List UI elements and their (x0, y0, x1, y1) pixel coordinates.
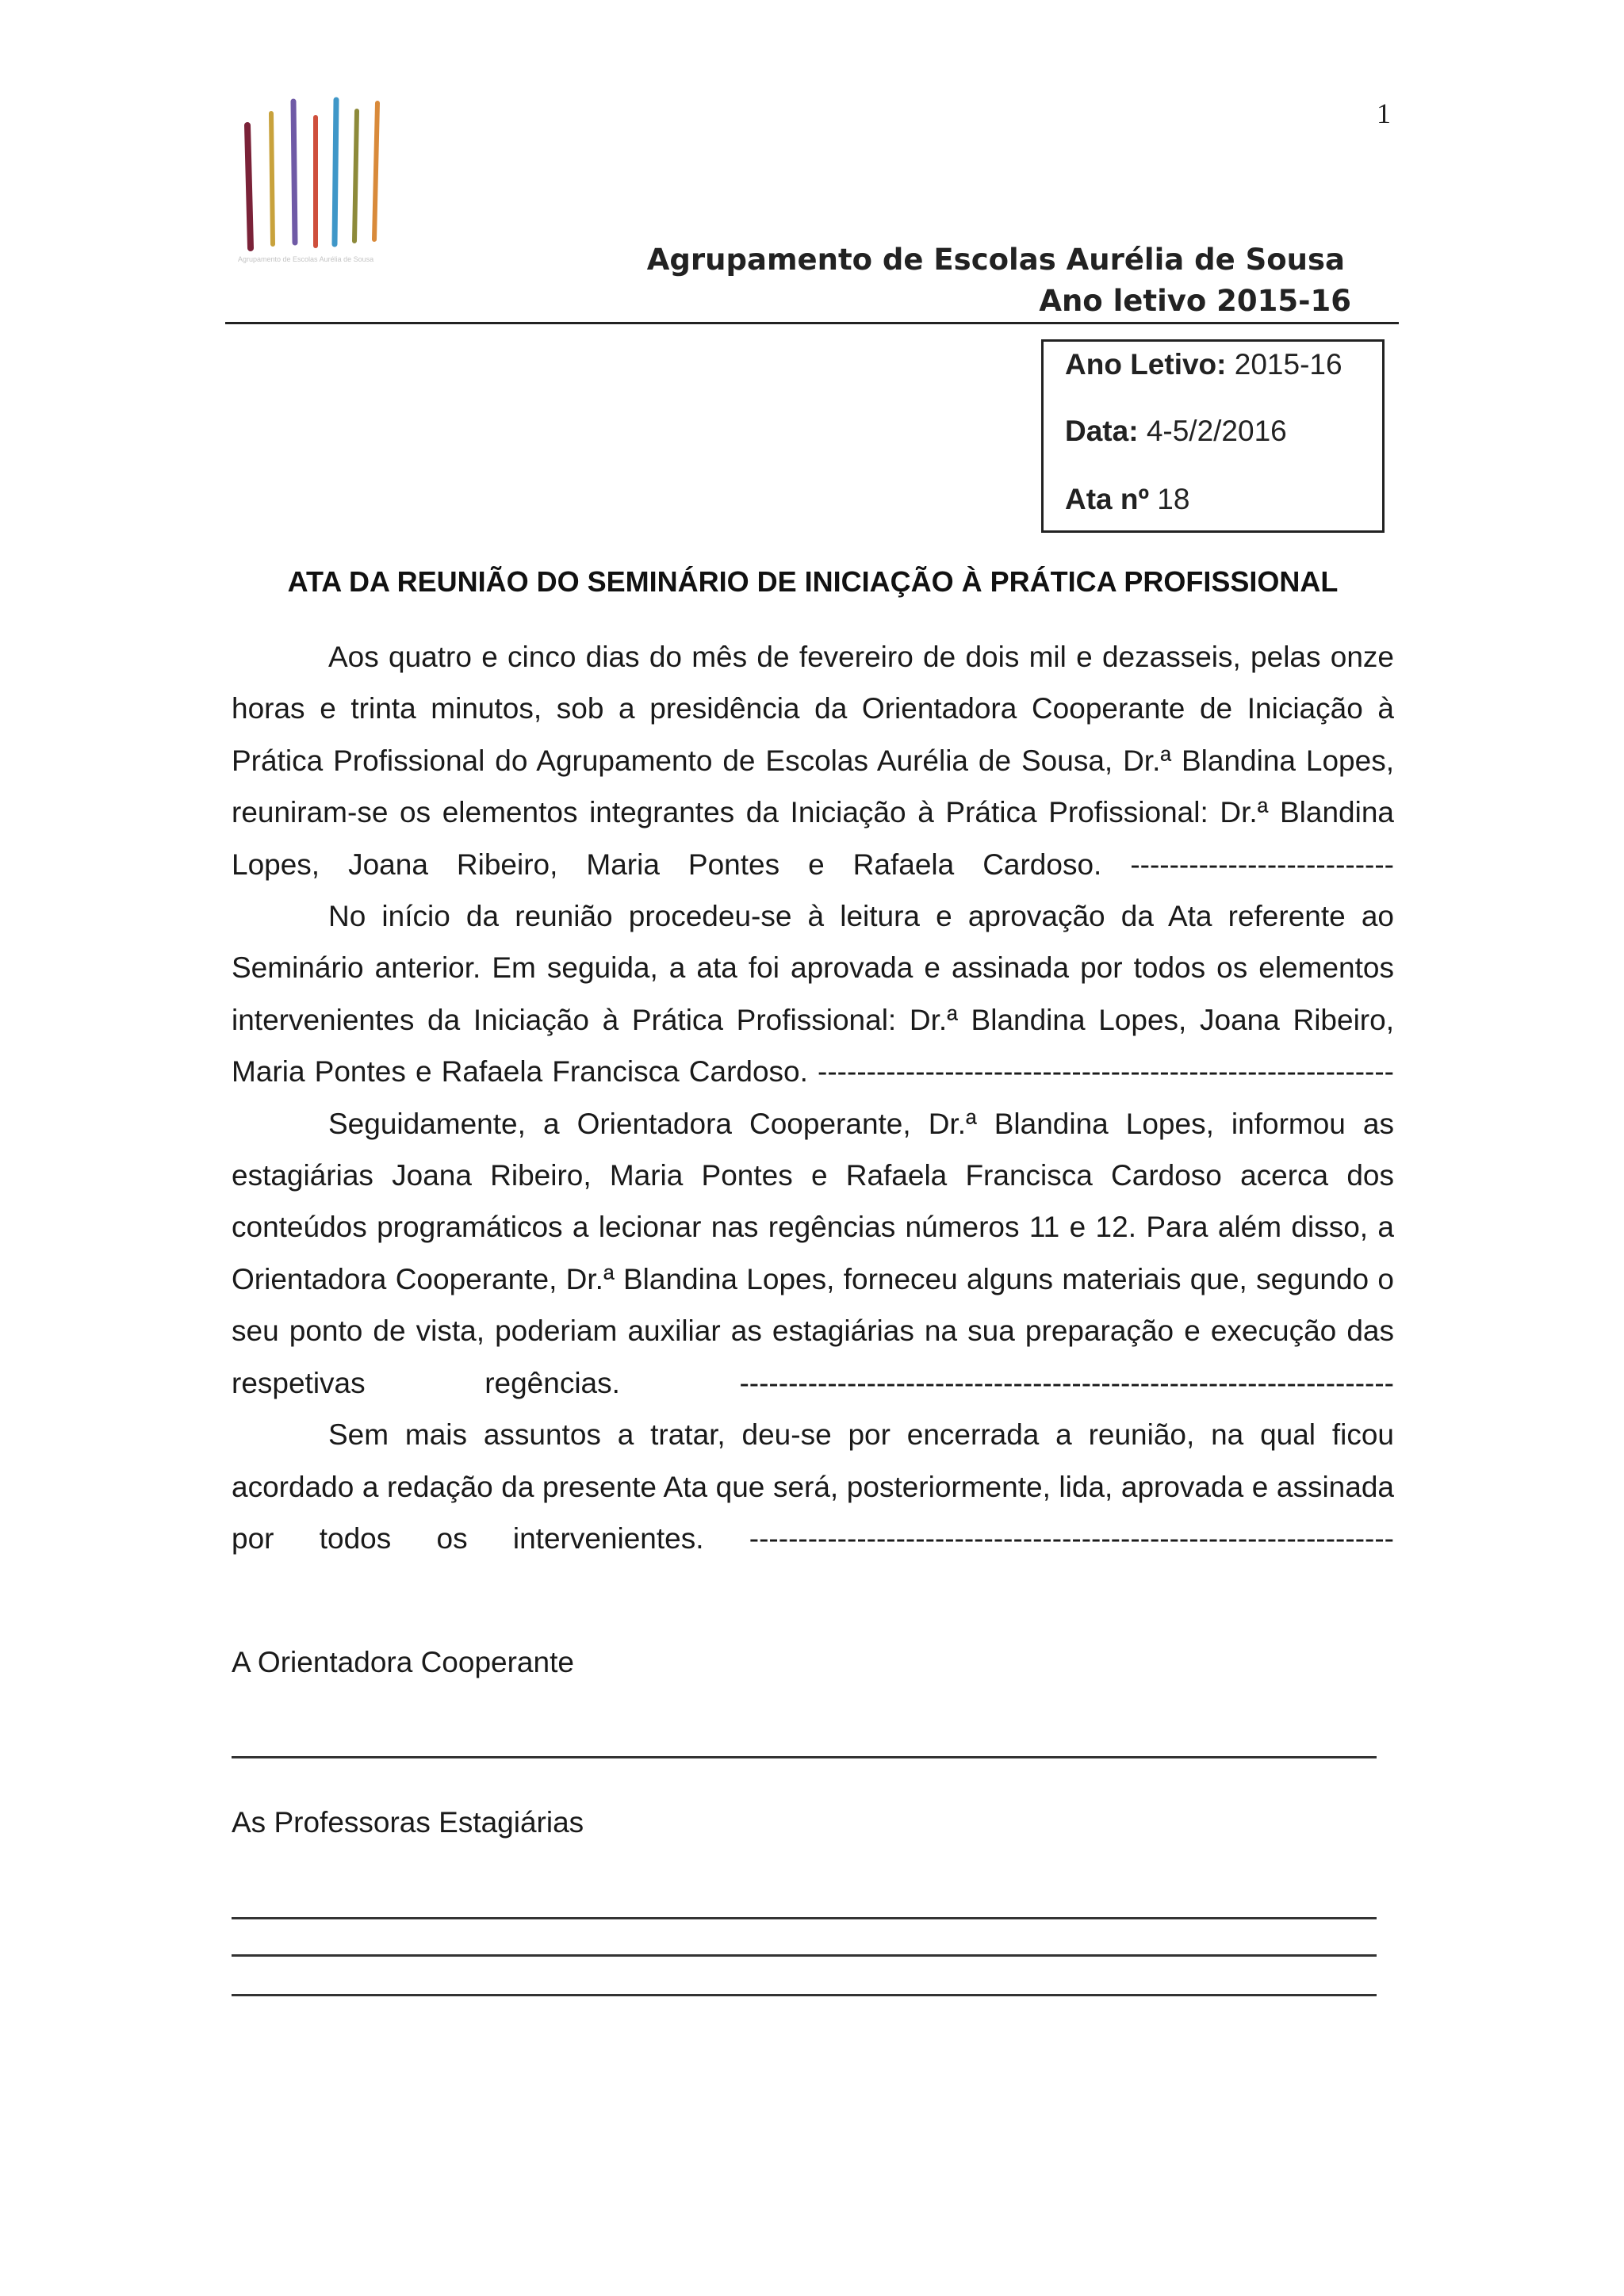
logo-stroke (374, 103, 377, 239)
info-data (1065, 415, 1287, 448)
info-ata-value: 18 (1157, 483, 1190, 515)
info-ano-letivo-value: 2015-16 (1234, 348, 1342, 381)
school-logo (238, 94, 408, 276)
info-data-label: Data: (1065, 415, 1139, 447)
logo-stroke (354, 111, 357, 241)
minutes-body (232, 631, 1394, 1564)
info-data-value: 4-5/2/2016 (1146, 415, 1287, 447)
paragraph-approval: No início da reunião procedeu-se à leitura e aprovação da Ata referente ao Seminário anterior. Em seguida, a ata foi aprovada e assinada por todos os elementos intervenientes da Iniciação à Prática Profissional: Dr.ª Blandina Lopes, Joana Ribeiro, Maria Pontes e Rafaela Francisca Cardoso. ----------------------------------------------------------- (232, 900, 1394, 1089)
header-school-year: Ano letivo 2015-16 (1039, 284, 1351, 318)
estagiarias-signature-label: As Professoras Estagiárias (232, 1806, 584, 1839)
paragraph-closing: Sem mais assuntos a tratar, deu-se por encerrada a reunião, na qual ficou acordado a redação da presente Ata que será, posteriormente, lida, aprovada e assinada por todos os intervenientes. ------------------------------------------------------------------ (232, 1418, 1394, 1555)
info-ata-number (1065, 483, 1189, 516)
header-divider (225, 322, 1399, 324)
info-ano-letivo (1065, 348, 1342, 381)
document-title: ATA DA REUNIÃO DO SEMINÁRIO DE INICIAÇÃO À PRÁTICA PROFISSIONAL (287, 565, 1339, 598)
meeting-info-box (1041, 339, 1385, 533)
page-number: 1 (1377, 98, 1391, 129)
signature-line-orientadora (232, 1756, 1377, 1758)
logo-stroke (293, 101, 295, 243)
logo-stroke (335, 100, 336, 244)
info-ano-letivo-label: Ano Letivo: (1065, 348, 1227, 381)
logo-caption: Agrupamento de Escolas Aurélia de Sousa (238, 255, 374, 263)
paragraph-content: Seguidamente, a Orientadora Cooperante, Dr.ª Blandina Lopes, informou as estagiárias Joana Ribeiro, Maria Pontes e Rafaela Francisca Cardoso acerca dos conteúdos programáticos a lecionar nas regências números 11 e 12. Para além disso, a Orientadora Cooperante, Dr.ª Blandina Lopes, forneceu alguns materiais que, segundo o seu ponto de vista, poderiam auxiliar as estagiárias na sua preparação e execução das respetivas regências. ------------------------------------------------------------------- (232, 1107, 1394, 1399)
signature-line-estagiaria-3 (232, 1994, 1377, 1996)
signature-line-estagiaria-1 (232, 1917, 1377, 1919)
orientadora-signature-label: A Orientadora Cooperante (232, 1646, 574, 1678)
info-ata-label: Ata nº (1065, 483, 1150, 515)
logo-stroke (247, 125, 251, 248)
logo-stroke (271, 113, 273, 244)
header-organization: Agrupamento de Escolas Aurélia de Sousa (646, 243, 1345, 277)
signature-line-estagiaria-2 (232, 1954, 1377, 1957)
paragraph-opening: Aos quatro e cinco dias do mês de fevereiro de dois mil e dezasseis, pelas onze horas e trinta minutos, sob a presidência da Orientadora Cooperante de Iniciação à Prática Profissional do Agrupamento de Escolas Aurélia de Sousa, Dr.ª Blandina Lopes, reuniram-se os elementos integrantes da Iniciação à Prática Profissional: Dr.ª Blandina Lopes, Joana Ribeiro, Maria Pontes e Rafaela Cardoso. --------------------------- (232, 641, 1394, 881)
